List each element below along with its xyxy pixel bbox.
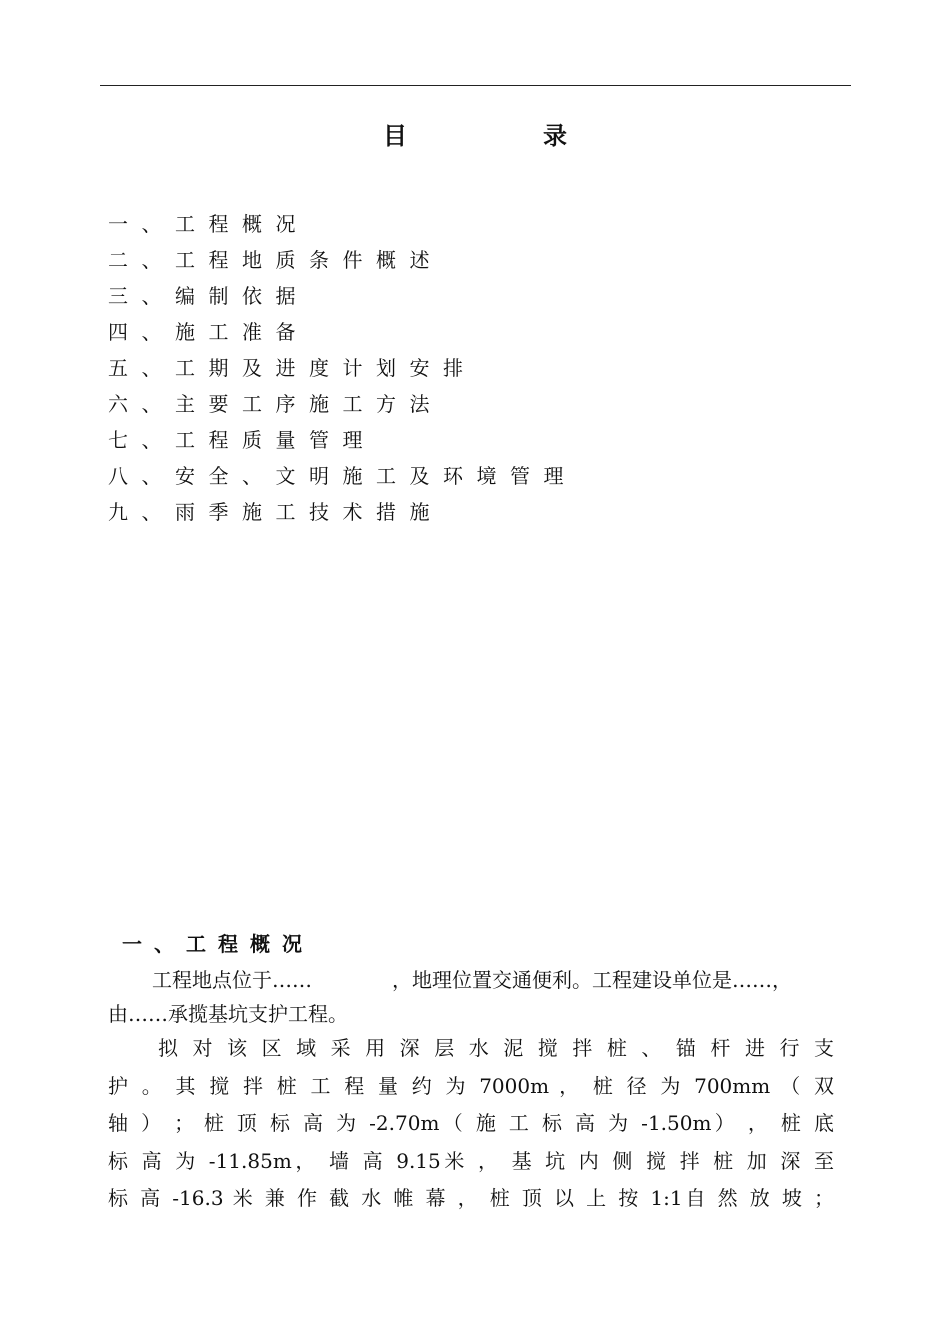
toc-item-3: 三、编制依据 (108, 284, 309, 308)
paragraph-line: 由……承揽基坑支护工程。 (108, 1002, 348, 1026)
toc-item-2: 二、工程地质条件概述 (108, 248, 443, 272)
paragraph-line: 拟 对 该 区 域 采 用 深 层 水 泥 搅 拌 桩 、 锚 杆 进 行 支 (158, 1036, 834, 1060)
paragraph-line: 标 高 为 -11.85m， 墙 高 9.15米 ， 基 坑 内 侧 搅 拌 桩 加 深 至 (108, 1148, 834, 1173)
toc-item-9: 九、雨季施工技术措施 (108, 500, 443, 524)
paragraph-line: 标 高 -16.3 米 兼 作 截 水 帷 幕 ， 桩 顶 以 上 按 1:1自 然 放 坡 ； (108, 1186, 834, 1210)
toc-item-4: 四、施工准备 (108, 320, 309, 344)
toc-item-7: 七、工程质量管理 (108, 428, 376, 452)
toc-item-8: 八、安全、文明施工及环境管理 (108, 464, 577, 488)
section-heading: 一、工程概况 (122, 932, 314, 956)
toc-title: 目 录 (383, 121, 623, 150)
toc-item-6: 六、主要工序施工方法 (108, 392, 443, 416)
paragraph-line: 工程地点位于…… ，地理位置交通便利。工程建设单位是……， (152, 968, 792, 992)
paragraph-overview (108, 963, 834, 1031)
toc-item-1: 一、工程概况 (108, 212, 309, 236)
paragraph-line: 轴 ） ； 桩 顶 标 高 为 -2.70m（ 施 工 标 高 为 -1.50m） ， 桩 底 (108, 1111, 834, 1135)
header-rule (100, 85, 851, 86)
paragraph-line: 护 。 其 搅 拌 桩 工 程 量 约 为 7000m ， 桩 径 为 700mm （ 双 (108, 1073, 834, 1098)
toc-item-5: 五、工期及进度计划安排 (108, 356, 477, 380)
table-of-contents (108, 206, 577, 530)
paragraph-support-method (108, 1030, 834, 1218)
